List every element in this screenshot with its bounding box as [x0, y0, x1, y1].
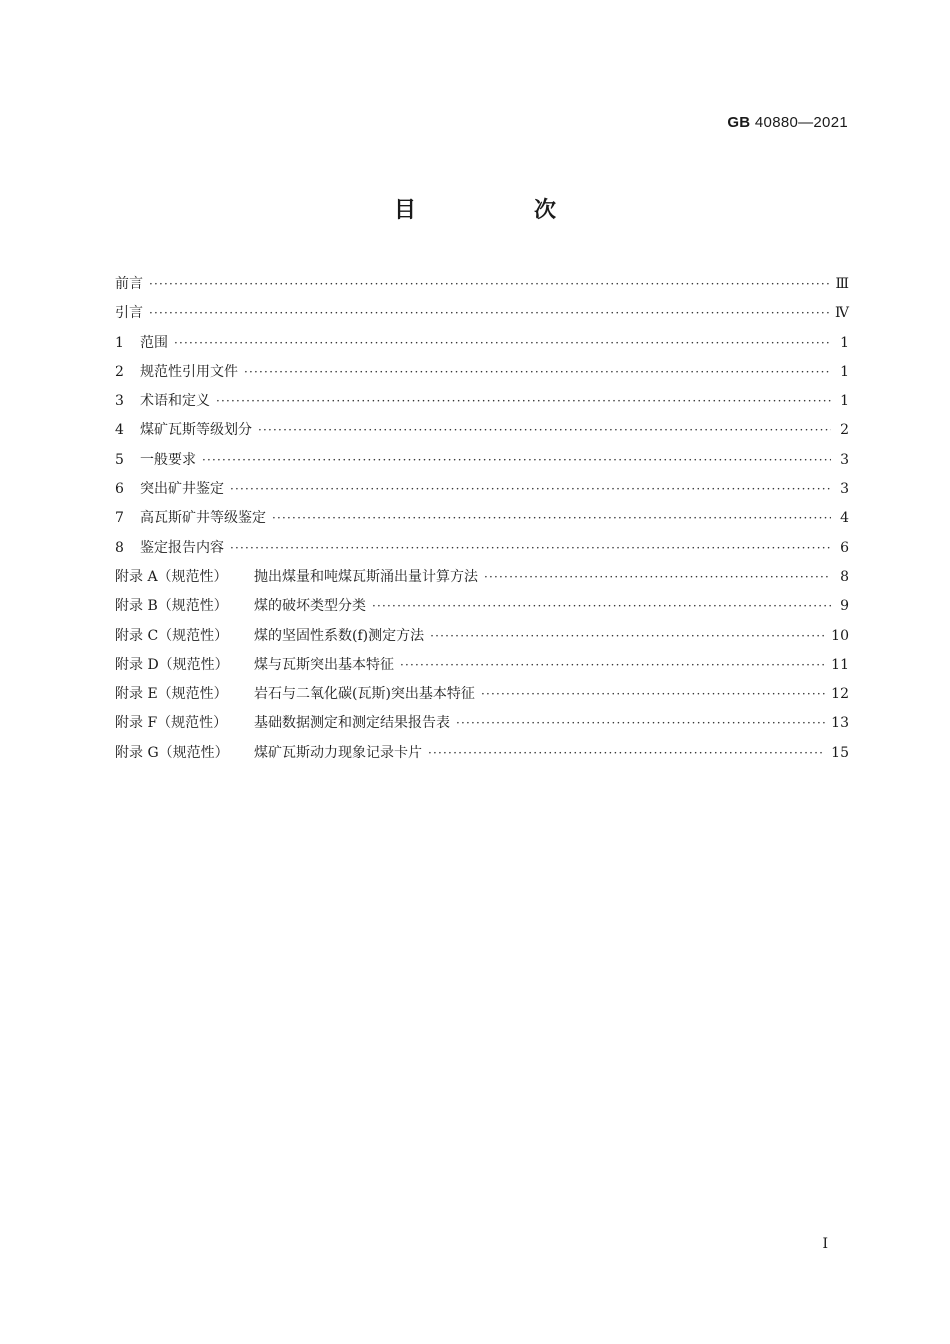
toc-leader-dots: [244, 358, 831, 387]
toc-section-number: 2: [115, 363, 124, 380]
toc-annex-number: 附录 D（规范性）: [115, 656, 229, 673]
toc-entry-title: 岩石与二氧化碳(瓦斯)突出基本特征: [254, 686, 475, 703]
toc-entry-title: 引言: [115, 305, 143, 322]
toc-leader-dots: [149, 270, 829, 299]
toc-annex-number: 附录 E（规范性）: [115, 686, 228, 703]
toc-entry[interactable]: [115, 680, 849, 709]
toc-page-number: 1: [840, 334, 849, 351]
toc-page-number: 1: [840, 363, 849, 380]
toc-entry[interactable]: [115, 475, 849, 504]
toc-entry-label: [115, 709, 450, 738]
toc-leader-dots: [484, 563, 831, 592]
toc-entry-label: [115, 270, 143, 299]
toc-entry[interactable]: [115, 358, 849, 387]
toc-entry[interactable]: [115, 446, 849, 475]
toc-entry[interactable]: [115, 709, 849, 738]
page-number: Ⅰ: [822, 1236, 828, 1252]
toc-leader-dots: [400, 651, 825, 680]
toc-entry-title: 煤矿瓦斯动力现象记录卡片: [254, 744, 422, 761]
toc-leader-dots: [372, 592, 831, 621]
toc-entry-title: 术语和定义: [140, 393, 210, 410]
standard-prefix: GB: [727, 114, 751, 131]
table-of-contents: [115, 270, 849, 768]
toc-entry[interactable]: [115, 563, 849, 592]
toc-page-number: Ⅲ: [835, 276, 849, 292]
toc-entry[interactable]: [115, 622, 849, 651]
toc-page-number: 13: [831, 715, 849, 732]
toc-entry-title: 一般要求: [140, 451, 196, 468]
toc-entry[interactable]: [115, 387, 849, 416]
toc-entry-label: [115, 475, 224, 504]
toc-leader-dots: [258, 416, 831, 445]
toc-entry-label: [115, 534, 224, 563]
toc-entry-title: 规范性引用文件: [140, 363, 238, 380]
toc-entry-title: 鉴定报告内容: [140, 539, 224, 556]
toc-leader-dots: [230, 534, 831, 563]
toc-entry-title: 高瓦斯矿井等级鉴定: [140, 510, 266, 527]
toc-entry-title: 抛出煤量和吨煤瓦斯涌出量计算方法: [254, 568, 478, 585]
toc-page-number: 2: [840, 422, 849, 439]
toc-leader-dots: [456, 709, 825, 738]
toc-leader-dots: [149, 299, 829, 328]
toc-page-number: 15: [831, 744, 849, 761]
toc-leader-dots: [428, 739, 825, 768]
toc-entry-title: 基础数据测定和测定结果报告表: [254, 715, 450, 732]
toc-leader-dots: [174, 329, 831, 358]
toc-entry-title: 突出矿井鉴定: [140, 481, 224, 498]
toc-entry-label: [115, 358, 238, 387]
toc-entry[interactable]: [115, 534, 849, 563]
toc-page-number: 11: [831, 656, 849, 673]
toc-section-number: 7: [115, 510, 124, 527]
toc-page-number: 10: [831, 627, 849, 644]
toc-entry-title: 煤的坚固性系数(f)测定方法: [254, 627, 425, 644]
toc-annex-number: 附录 F（规范性）: [115, 715, 228, 732]
toc-entry-label: [115, 446, 196, 475]
toc-entry-title: 前言: [115, 276, 143, 292]
toc-section-number: 3: [115, 393, 124, 410]
toc-entry[interactable]: [115, 270, 849, 299]
toc-entry-title: 范围: [140, 334, 168, 351]
toc-entry-label: [115, 563, 478, 592]
toc-entry[interactable]: [115, 651, 849, 680]
toc-entry[interactable]: [115, 416, 849, 445]
toc-annex-number: 附录 G（规范性）: [115, 744, 229, 761]
toc-section-number: 8: [115, 539, 124, 556]
toc-entry-label: [115, 592, 366, 621]
toc-section-number: 6: [115, 481, 124, 498]
toc-entry-title: 煤与瓦斯突出基本特征: [254, 656, 394, 673]
toc-entry-label: [115, 680, 475, 709]
toc-page-number: 4: [840, 510, 849, 527]
toc-entry-label: [115, 299, 143, 328]
toc-entry[interactable]: [115, 329, 849, 358]
toc-section-number: 4: [115, 422, 124, 439]
toc-annex-number: 附录 B（规范性）: [115, 598, 228, 615]
toc-leader-dots: [481, 680, 825, 709]
toc-page-number: 3: [840, 481, 849, 498]
toc-entry-label: [115, 329, 168, 358]
toc-entry[interactable]: [115, 299, 849, 328]
toc-page-number: 1: [840, 393, 849, 410]
toc-section-number: 5: [115, 451, 124, 468]
toc-leader-dots: [202, 446, 831, 475]
toc-page-number: 12: [831, 686, 849, 703]
toc-entry-label: [115, 651, 394, 680]
toc-entry-label: [115, 739, 422, 768]
toc-page-number: 3: [840, 451, 849, 468]
toc-entry-title: 煤矿瓦斯等级划分: [140, 422, 252, 439]
standard-number: [727, 114, 848, 131]
toc-leader-dots: [230, 475, 831, 504]
toc-entry-label: [115, 622, 424, 651]
toc-section-number: 1: [115, 334, 124, 351]
toc-entry-title: 煤的破坏类型分类: [254, 598, 366, 615]
toc-entry[interactable]: [115, 592, 849, 621]
toc-entry-label: [115, 504, 266, 533]
toc-entry[interactable]: [115, 739, 849, 768]
toc-annex-number: 附录 C（规范性）: [115, 627, 229, 644]
toc-page-number: 8: [840, 568, 849, 585]
toc-entry-label: [115, 416, 252, 445]
toc-entry[interactable]: [115, 504, 849, 533]
toc-page-number: 9: [840, 598, 849, 615]
toc-annex-number: 附录 A（规范性）: [115, 568, 228, 585]
toc-leader-dots: [216, 387, 831, 416]
toc-leader-dots: [430, 622, 825, 651]
toc-leader-dots: [272, 504, 831, 533]
page-title: 目 次: [393, 198, 604, 223]
toc-page-number: Ⅳ: [835, 305, 849, 322]
toc-entry-label: [115, 387, 210, 416]
toc-page-number: 6: [840, 539, 849, 556]
standard-code: 40880—2021: [754, 114, 848, 131]
